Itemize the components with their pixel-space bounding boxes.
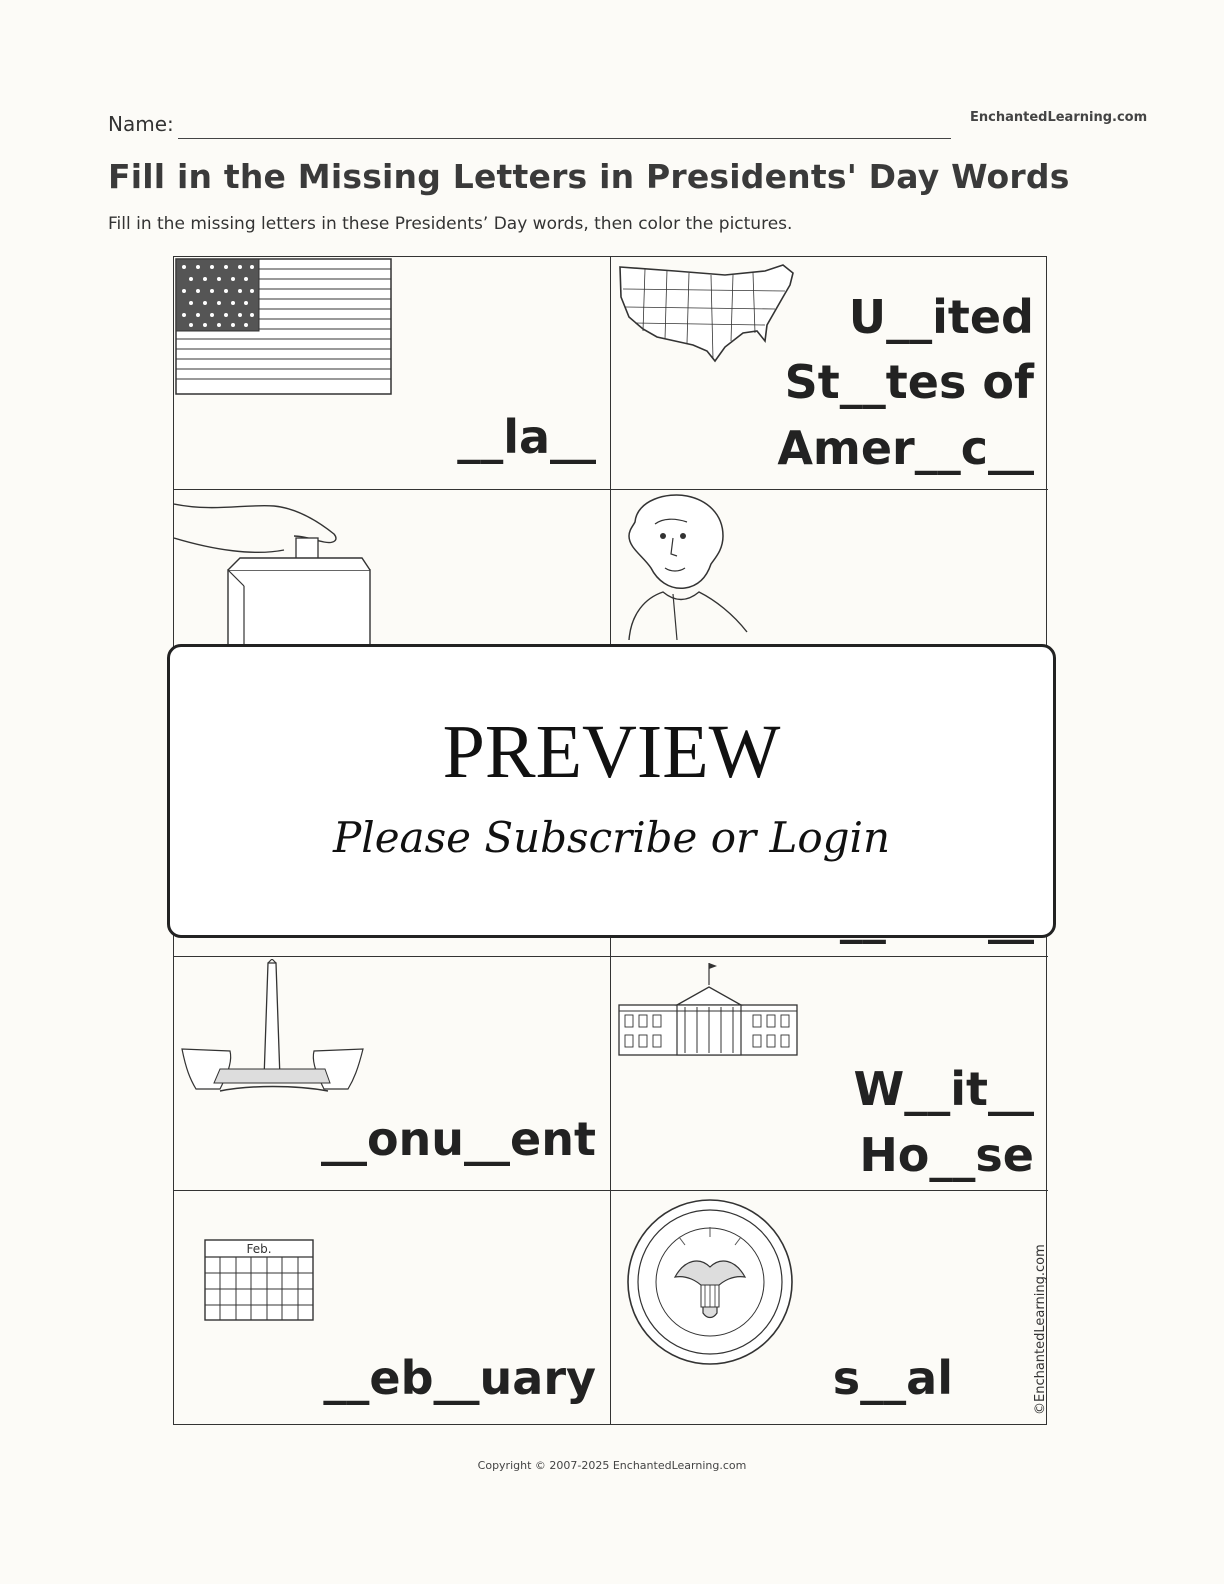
american-flag-icon xyxy=(174,257,394,397)
ballot-box-icon xyxy=(174,498,384,648)
name-label: Name: xyxy=(108,112,174,136)
word-monument: __onu__ent xyxy=(320,1112,596,1167)
word-white-house: W__it__ Ho__se xyxy=(853,1062,1034,1182)
preview-title: PREVIEW xyxy=(442,710,781,794)
vertical-credit: ©EnchantedLearning.com xyxy=(1033,1244,1048,1415)
george-washington-portrait-icon xyxy=(615,492,755,642)
name-input-line[interactable] xyxy=(178,138,951,139)
instructions: Fill in the missing letters in these Presidents’ Day words, then color the pictures. xyxy=(108,214,793,234)
word-february: __eb__uary xyxy=(323,1350,596,1405)
washington-monument-icon xyxy=(180,959,365,1109)
cell-usa xyxy=(611,257,1048,490)
preview-overlay[interactable] xyxy=(167,644,1056,938)
cell-flag xyxy=(174,257,611,490)
cell-february xyxy=(174,1191,611,1424)
presidential-seal-icon xyxy=(625,1197,795,1367)
word-flag: __la__ xyxy=(457,410,596,464)
preview-subtitle[interactable]: Please Subscribe or Login xyxy=(333,813,890,862)
cell-monument xyxy=(174,957,611,1190)
footer-copyright: Copyright © 2007-2025 EnchantedLearning.com xyxy=(477,1459,747,1472)
cell-seal xyxy=(611,1191,1048,1424)
cell-white-house xyxy=(611,957,1048,1190)
calendar-month-label: Feb. xyxy=(246,1241,272,1256)
calendar-icon xyxy=(204,1239,316,1323)
word-seal: s__al xyxy=(832,1350,953,1405)
word-usa: U__ited St__tes of Amer__c__ xyxy=(777,290,1034,475)
site-name[interactable]: EnchantedLearning.com xyxy=(970,110,1148,125)
white-house-icon xyxy=(617,959,802,1059)
page-title: Fill in the Missing Letters in Presidents' Day Words xyxy=(108,157,1070,196)
